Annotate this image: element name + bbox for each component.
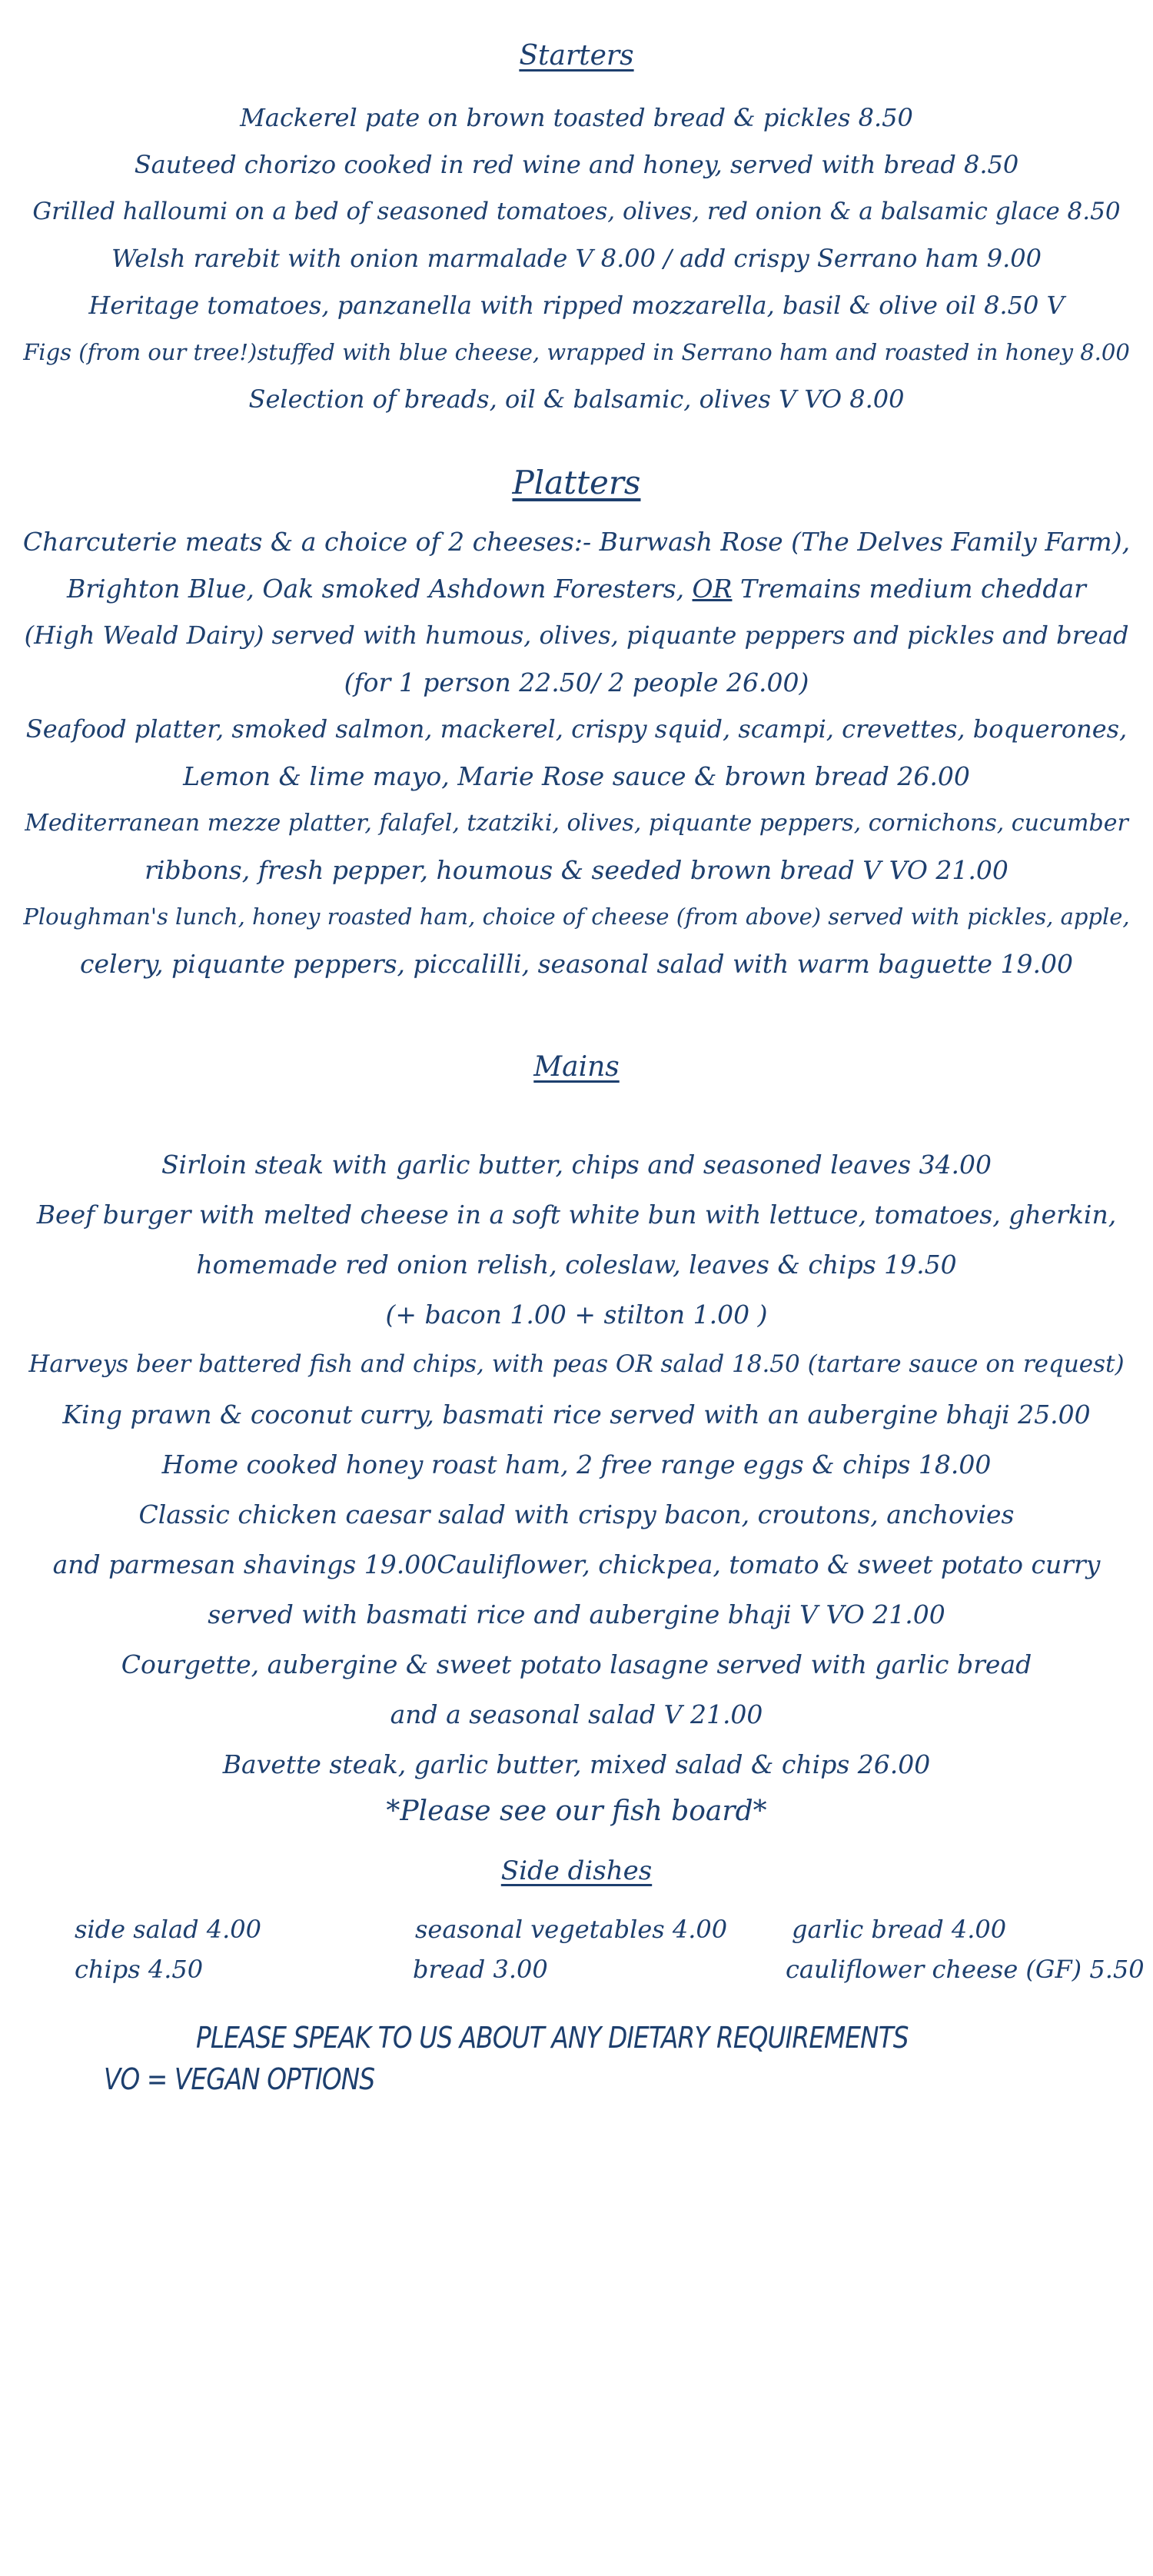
starter-item: Heritage tomatoes, panzanella with ripped mozzarella, basil & olive oil 8.50 V <box>88 291 1065 320</box>
platter-line: Mediterranean mezze platter, falafel, tzatziki, olives, piquante peppers, cornichons, cucumber <box>25 810 1128 837</box>
main-line: Sirloin steak with garlic butter, chips and seasoned leaves 34.00 <box>161 1150 992 1180</box>
platters-list <box>0 518 1153 987</box>
side-item: bread 3.00 <box>413 1955 548 1984</box>
side-item: garlic bread 4.00 <box>792 1915 1007 1944</box>
platter-line: ribbons, fresh pepper, houmous & seeded brown bread V VO 21.00 <box>145 855 1008 885</box>
platter-line: (High Weald Dairy) served with humous, olives, piquante peppers and pickles and bread <box>24 621 1129 650</box>
sides-grid <box>0 1907 1153 1999</box>
main-line: Beef burger with melted cheese in a soft white bun with lettuce, tomatoes, gherkin, <box>36 1200 1117 1230</box>
platters-heading: Platters <box>512 464 641 501</box>
main-line: Bavette steak, garlic butter, mixed salad & chips 26.00 <box>222 1749 931 1779</box>
starter-item: Sauteed chorizo cooked in red wine and honey, served with bread 8.50 <box>134 150 1019 179</box>
main-line: and a seasonal salad V 21.00 <box>390 1699 763 1729</box>
side-item: seasonal vegetables 4.00 <box>415 1915 728 1944</box>
starters-heading: Starters <box>519 40 634 72</box>
platter-line: (for 1 person 22.50/ 2 people 26.00) <box>344 667 809 697</box>
main-line: King prawn & coconut curry, basmati rice served with an aubergine bhaji 25.00 <box>62 1399 1091 1429</box>
starter-item: Grilled halloumi on a bed of seasoned tomatoes, olives, red onion & a balsamic glace 8.50 <box>32 198 1121 225</box>
platter-line: Ploughman's lunch, honey roasted ham, choice of cheese (from above) served with pickles, apple, <box>23 904 1130 930</box>
mains-heading: Mains <box>533 1051 620 1083</box>
dietary-notice: PLEASE SPEAK TO US ABOUT ANY DIETARY REQUIREMENTS <box>196 2021 909 2055</box>
platter-line: Lemon & lime mayo, Marie Rose sauce & brown bread 26.00 <box>183 761 970 791</box>
starter-item: Figs (from our tree!)stuffed with blue cheese, wrapped in Serrano ham and roasted in honey 8.00 <box>23 339 1130 365</box>
starter-item: Selection of breads, oil & balsamic, olives V VO 8.00 <box>248 384 905 414</box>
starters-list <box>0 95 1153 423</box>
main-line: and parmesan shavings 19.00Cauliflower, chickpea, tomato & sweet potato curry <box>52 1549 1101 1579</box>
side-item: cauliflower cheese (GF) 5.50 <box>786 1955 1145 1984</box>
platter-line: Charcuterie meats & a choice of 2 cheeses:- Burwash Rose (The Delves Family Farm), <box>22 527 1131 557</box>
side-item: chips 4.50 <box>75 1955 204 1984</box>
vegan-key: VO = VEGAN OPTIONS <box>104 2062 375 2096</box>
main-line: (+ bacon 1.00 + stilton 1.00 ) <box>385 1300 768 1330</box>
main-line: Home cooked honey roast ham, 2 free range eggs & chips 18.00 <box>161 1449 992 1479</box>
main-line: Courgette, aubergine & sweet potato lasagne served with garlic bread <box>121 1649 1032 1679</box>
main-line: homemade red onion relish, coleslaw, leaves & chips 19.50 <box>196 1250 957 1280</box>
side-item: side salad 4.00 <box>75 1915 261 1944</box>
starter-item: Welsh rarebit with onion marmalade V 8.00 / add crispy Serrano ham 9.00 <box>111 244 1042 273</box>
or-emphasis: OR <box>692 574 733 604</box>
platter-line: Brighton Blue, Oak smoked Ashdown Foresters, OR Tremains medium cheddar <box>67 574 1086 604</box>
main-line: Harveys beer battered fish and chips, with peas OR salad 18.50 (tartare sauce on request) <box>28 1350 1125 1378</box>
main-line: served with basmati rice and aubergine bhaji V VO 21.00 <box>208 1599 945 1629</box>
main-line: Classic chicken caesar salad with crispy bacon, croutons, anchovies <box>138 1499 1015 1529</box>
fish-board-note: *Please see our fish board* <box>386 1796 767 1827</box>
sides-heading: Side dishes <box>500 1855 653 1886</box>
platter-line: celery, piquante peppers, piccalilli, seasonal salad with warm baguette 19.00 <box>80 949 1073 979</box>
starter-item: Mackerel pate on brown toasted bread & pickles 8.50 <box>240 103 913 132</box>
platter-line: Seafood platter, smoked salmon, mackerel, crispy squid, scampi, crevettes, boquerones, <box>25 714 1128 744</box>
